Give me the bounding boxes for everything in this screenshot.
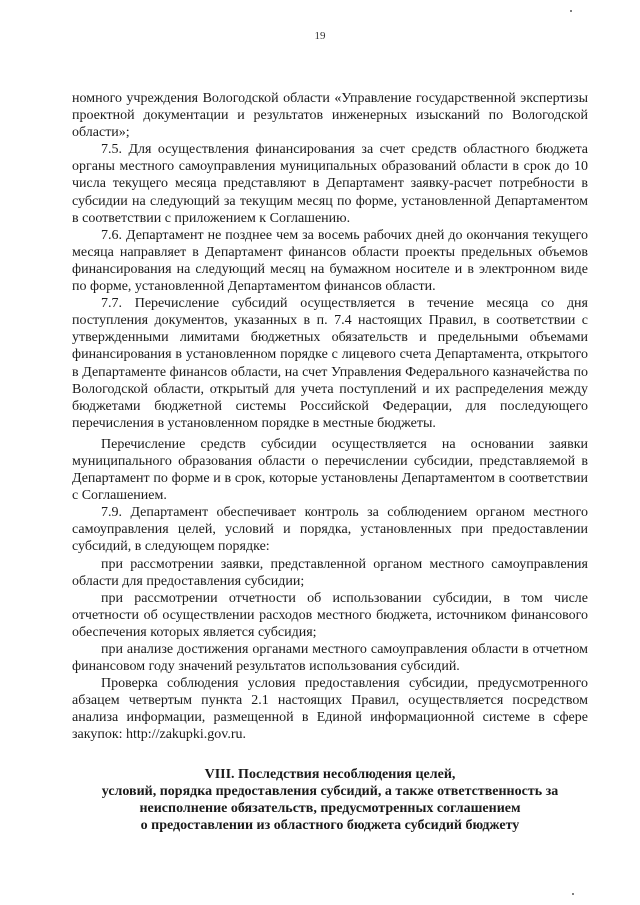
section-heading-line: о предоставлении из областного бюджета субсидий бюджету xyxy=(140,817,520,833)
paragraph: номного учреждения Вологодской области «Управление государственной экспертизы проектной документации и результатов инженерных изысканий по Вологодской области»; xyxy=(72,91,588,141)
page-number: 19 xyxy=(314,30,326,42)
section-heading-line: VIII. Последствия несоблюдения целей, xyxy=(204,766,456,782)
paragraph: 7.6. Департамент не позднее чем за восемь рабочих дней до окончания текущего месяца направляет в Департамент финансов области проекты предельных объемов финансирования на следующий месяц на бумажном носителе и в электронном виде по форме, установленной Департаментом финансов области. xyxy=(72,227,588,295)
section-heading xyxy=(72,766,588,834)
paragraph: 7.9. Департамент обеспечивает контроль за соблюдением органом местного самоуправления целей, условий и порядка, установленных при предоставлении субсидий, в следующем порядке: xyxy=(72,505,588,555)
paragraph: при рассмотрении заявки, представленной органом местного самоуправления области для предоставления субсидии; xyxy=(72,556,588,589)
paragraph: 7.7. Перечисление субсидий осуществляется в течение месяца со дня поступления документов, указанных в п. 7.4 настоящих Правил, в соответствии с утвержденными лимитами бюджетных обязательств и предельными объемами финансирования в установленном порядке с лицевого счета Департамента, открытого в Департаменте финансов области, на счет Управления Федерального казначейства по Вологодской области, открытый для учета поступлений и их распределения между бюджетами бюджетной системы Российской Федерации, для последующего перечисления в установленном порядке в местные бюджеты. xyxy=(72,296,588,431)
paragraph: Перечисление средств субсидии осуществляется на основании заявки муниципального образования области о перечислении субсидии, представляемой в Департамент по форме и в срок, которые установлены Департаментом в соответствии с Соглашением. xyxy=(72,436,588,504)
paragraph: 7.5. Для осуществления финансирования за счет средств областного бюджета органы местного самоуправления муниципальных образований области в срок до 10 числа текущего месяца представляют в Департамент заявку-расчет потребности в субсидии на следующий за текущим месяц по форме, установленной Департаментом в соответствии с приложением к Соглашению. xyxy=(72,142,588,226)
paragraph: при рассмотрении отчетности об использовании субсидии, в том числе отчетности об осуществлении расходов местного бюджета, источником финансового обеспечения которых является субсидия; xyxy=(72,590,588,640)
scan-speck xyxy=(570,10,572,12)
paragraph: при анализе достижения органами местного самоуправления области в отчетном финансовом году значений результатов использования субсидий. xyxy=(72,642,588,675)
section-heading-line: неисполнение обязательств, предусмотренных соглашением xyxy=(139,800,521,816)
section-heading-line: условий, порядка предоставления субсидий, а также ответственность за xyxy=(101,783,559,799)
scan-speck xyxy=(572,893,574,895)
paragraph: Проверка соблюдения условия предоставления субсидии, предусмотренного абзацем четвертым пункта 2.1 настоящих Правил, осуществляется посредством анализа информации, размещенной в Единой информационной системе в сфере закупок: http://zakupki.gov.ru. xyxy=(72,676,588,743)
document-body xyxy=(72,90,588,834)
